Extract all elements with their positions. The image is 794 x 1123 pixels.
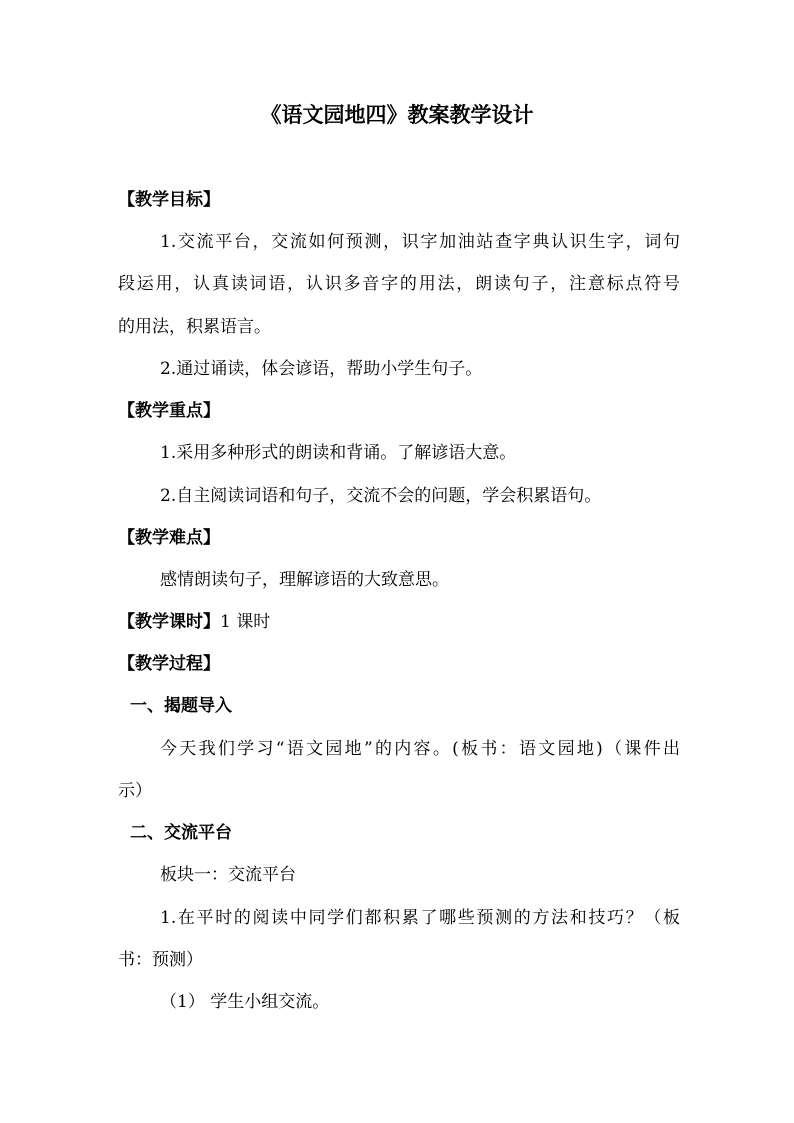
key-points-heading: 【教学重点】 <box>118 401 220 421</box>
part2-block: 板块一：交流平台 <box>160 865 296 885</box>
difficulties-item1: 感情朗读句子，理解谚语的大致意思。 <box>160 570 449 590</box>
goals-heading: 【教学目标】 <box>118 190 220 210</box>
periods-line <box>118 610 270 634</box>
part1-line2: 示） <box>118 781 152 801</box>
part1-heading: 一、揭题导入 <box>130 696 232 716</box>
part1-line1: 今天我们学习“语文园地”的内容。(板书：语文园地)（课件出 <box>160 739 680 759</box>
part2-step1: （1） 学生小组交流。 <box>160 992 330 1012</box>
part2-q1-line1: 1.在平时的阅读中同学们都积累了哪些预测的方法和技巧？（板 <box>160 908 680 928</box>
goals-item1-line1: 1.交流平台，交流如何预测，识字加油站查字典认识生字，词句 <box>160 232 680 252</box>
difficulties-heading: 【教学难点】 <box>118 528 220 548</box>
part2-q1-line2: 书：预测） <box>118 950 203 970</box>
process-heading: 【教学过程】 <box>118 654 220 674</box>
document-title: 《语文园地四》教案教学设计 <box>260 102 534 127</box>
goals-item2: 2.通过诵读，体会谚语，帮助小学生句子。 <box>160 359 483 379</box>
key-points-item2: 2.自主阅读词语和句子，交流不会的问题，学会积累语句。 <box>160 486 602 506</box>
periods-heading: 【教学课时】 <box>118 612 220 632</box>
part2-heading: 二、交流平台 <box>130 823 232 843</box>
periods-value: 1 课时 <box>220 612 271 632</box>
goals-item1-line3: 的用法，积累语言。 <box>118 317 271 337</box>
goals-item1-line2: 段运用，认真读词语，认识多音字的用法，朗读句子，注意标点符号 <box>118 274 680 294</box>
key-points-item1: 1.采用多种形式的朗读和背诵。了解谚语大意。 <box>160 443 517 463</box>
